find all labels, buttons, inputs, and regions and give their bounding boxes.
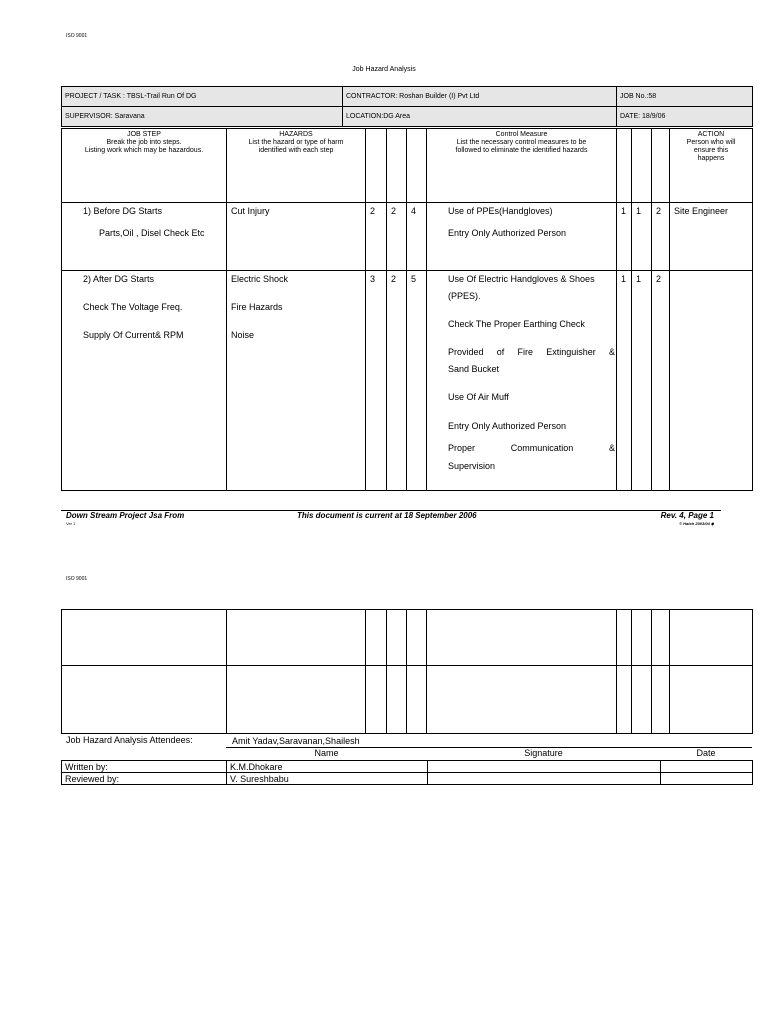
residual-header-3 <box>652 129 670 203</box>
date-column-header: Date <box>696 748 716 758</box>
control-measure-header: Control Measure List the necessary control measures to be followed to eliminate the identified hazards <box>427 129 617 203</box>
date-cell: DATE: 18/9/06 <box>617 107 753 127</box>
jha-main-table <box>61 128 753 491</box>
jha-header-table <box>61 86 753 127</box>
rating-value: 4 <box>411 206 417 216</box>
table-row <box>62 610 753 666</box>
action-header: ACTION Person who will ensure this happens <box>670 129 753 203</box>
footer-page: Rev. 4, Page 1 <box>660 511 714 520</box>
residual-value: 1 <box>621 206 627 216</box>
signoff-table <box>61 760 753 785</box>
reviewed-by-name: V. Sureshbabu <box>227 773 428 785</box>
signature-column-header: Signature <box>524 748 563 758</box>
residual-header-2 <box>632 129 652 203</box>
control-text: Use Of Electric Handgloves & Shoes <box>448 274 595 284</box>
rating-value: 3 <box>370 274 376 284</box>
attendees-label: Job Hazard Analysis Attendees: <box>66 735 193 745</box>
contractor-cell: CONTRACTOR: Roshan Builder (I) Pvt Ltd <box>343 87 617 107</box>
hazard-text: Noise <box>231 330 255 340</box>
step-text: 1) Before DG Starts <box>83 206 163 216</box>
location-cell: LOCATION:DG Area <box>343 107 617 127</box>
rating-header-2 <box>387 129 407 203</box>
rating-header-1 <box>366 129 387 203</box>
iso-label: ISO 9001 <box>66 33 88 39</box>
reviewed-by-date <box>661 773 753 785</box>
residual-header-1 <box>617 129 632 203</box>
hazard-text: Fire Hazards <box>231 302 283 312</box>
table-row <box>62 773 753 785</box>
rating-value: 2 <box>391 206 397 216</box>
written-by-date <box>661 761 753 773</box>
job-step-header: JOB STEP Break the job into steps. Listing work which may be hazardous. <box>62 129 227 203</box>
control-text: Check The Proper Earthing Check <box>448 319 585 329</box>
job-no-cell: JOB No.:58 <box>617 87 753 107</box>
step-text: Check The Voltage Freq. <box>83 302 183 312</box>
rating-value: 2 <box>391 274 397 284</box>
rating-header-3 <box>407 129 427 203</box>
control-text: Supervision <box>448 461 496 471</box>
residual-value: 2 <box>656 206 662 216</box>
residual-value: 1 <box>621 274 627 284</box>
supervisor-cell: SUPERVISOR: Saravana <box>62 107 343 127</box>
footer-currency: This document is current at 18 September 2006 <box>297 511 477 520</box>
hazards-header: HAZARDS List the hazard or type of harm identified with each step <box>227 129 366 203</box>
attendees-names: Amit Yadav,Saravanan,Shailesh <box>232 736 360 746</box>
name-column-header: Name <box>314 748 339 758</box>
residual-value: 2 <box>656 274 662 284</box>
control-text: Entry Only Authorized Person <box>448 228 567 238</box>
document-title: Job Hazard Analysis <box>352 66 416 73</box>
footer-copyright: © Hatch 2003/04 ◆ <box>679 521 714 526</box>
action-text: Site Engineer <box>674 206 729 216</box>
control-text: Entry Only Authorized Person <box>448 421 567 431</box>
control-text-justified: Proper Communication & <box>448 443 615 453</box>
iso-label: ISO 9001 <box>66 576 88 582</box>
footer-left: Down Stream Project Jsa From <box>66 511 185 520</box>
step-text: Parts,Oil , Disel Check Etc <box>99 228 205 238</box>
jha-continuation-table <box>61 609 753 734</box>
hazard-text: Cut Injury <box>231 206 270 216</box>
table-row <box>62 203 753 271</box>
control-text: Use Of Air Muff <box>448 392 509 402</box>
table-row <box>62 271 753 491</box>
rating-value: 5 <box>411 274 417 284</box>
project-cell: PROJECT / TASK : TBSL-Trail Run Of DG <box>62 87 343 107</box>
written-by-label: Written by: <box>62 761 227 773</box>
table-row <box>62 666 753 734</box>
table-row <box>62 761 753 773</box>
reviewed-by-signature <box>428 773 661 785</box>
step-text: Supply Of Current& RPM <box>83 330 184 340</box>
footer-version: Ver 1 <box>66 521 76 526</box>
control-text: (PPES). <box>448 291 481 301</box>
residual-value: 1 <box>636 274 642 284</box>
control-text: Sand Bucket <box>448 364 500 374</box>
control-text: Use of PPEs(Handgloves) <box>448 206 553 216</box>
step-text: 2) After DG Starts <box>83 274 155 284</box>
written-by-name: K.M.Dhokare <box>227 761 428 773</box>
hazard-text: Electric Shock <box>231 274 289 284</box>
reviewed-by-label: Reviewed by: <box>62 773 227 785</box>
written-by-signature <box>428 761 661 773</box>
control-text-justified: Provided of Fire Extinguisher & <box>448 347 615 357</box>
rating-value: 2 <box>370 206 376 216</box>
residual-value: 1 <box>636 206 642 216</box>
